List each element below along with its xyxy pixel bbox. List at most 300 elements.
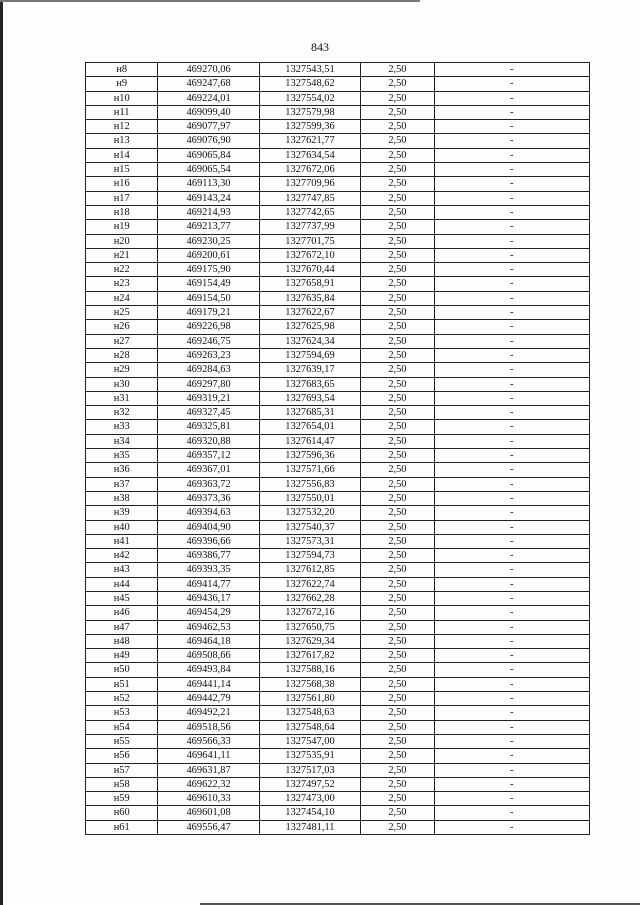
point-id-cell: н12 <box>86 120 158 134</box>
description-cell: - <box>434 291 589 305</box>
x-coordinate-cell: 469566,33 <box>158 734 259 748</box>
point-id-cell: н28 <box>86 348 158 362</box>
accuracy-cell: 2,50 <box>361 692 434 706</box>
accuracy-cell: 2,50 <box>361 663 434 677</box>
table-row <box>86 634 590 648</box>
point-id-cell: н21 <box>86 248 158 262</box>
point-id-cell: н30 <box>86 377 158 391</box>
description-cell: - <box>434 77 589 91</box>
accuracy-cell: 2,50 <box>361 677 434 691</box>
table-row <box>86 606 590 620</box>
x-coordinate-cell: 469320,88 <box>158 434 259 448</box>
description-cell: - <box>434 449 589 463</box>
table-row <box>86 663 590 677</box>
table-row <box>86 306 590 320</box>
point-id-cell: н11 <box>86 105 158 119</box>
description-cell: - <box>434 391 589 405</box>
x-coordinate-cell: 469556,47 <box>158 820 259 834</box>
accuracy-cell: 2,50 <box>361 534 434 548</box>
y-coordinate-cell: 1327662,28 <box>259 591 360 605</box>
table-row <box>86 334 590 348</box>
y-coordinate-cell: 1327624,34 <box>259 334 360 348</box>
x-coordinate-cell: 469386,77 <box>158 549 259 563</box>
point-id-cell: н58 <box>86 777 158 791</box>
y-coordinate-cell: 1327571,66 <box>259 463 360 477</box>
point-id-cell: н47 <box>86 620 158 634</box>
description-cell: - <box>434 506 589 520</box>
point-id-cell: н52 <box>86 692 158 706</box>
table-row <box>86 563 590 577</box>
x-coordinate-cell: 469247,68 <box>158 77 259 91</box>
x-coordinate-cell: 469154,49 <box>158 277 259 291</box>
description-cell: - <box>434 706 589 720</box>
table-row <box>86 234 590 248</box>
table-row <box>86 434 590 448</box>
description-cell: - <box>434 692 589 706</box>
scan-edge-top <box>0 0 420 2</box>
accuracy-cell: 2,50 <box>361 434 434 448</box>
y-coordinate-cell: 1327672,06 <box>259 163 360 177</box>
accuracy-cell: 2,50 <box>361 649 434 663</box>
x-coordinate-cell: 469179,21 <box>158 306 259 320</box>
y-coordinate-cell: 1327473,00 <box>259 792 360 806</box>
x-coordinate-cell: 469493,84 <box>158 663 259 677</box>
accuracy-cell: 2,50 <box>361 277 434 291</box>
accuracy-cell: 2,50 <box>361 820 434 834</box>
y-coordinate-cell: 1327535,91 <box>259 749 360 763</box>
x-coordinate-cell: 469393,35 <box>158 563 259 577</box>
y-coordinate-cell: 1327481,11 <box>259 820 360 834</box>
accuracy-cell: 2,50 <box>361 777 434 791</box>
point-id-cell: н37 <box>86 477 158 491</box>
description-cell: - <box>434 491 589 505</box>
description-cell: - <box>434 348 589 362</box>
x-coordinate-cell: 469414,77 <box>158 577 259 591</box>
scan-edge-left <box>0 0 3 905</box>
table-row <box>86 449 590 463</box>
point-id-cell: н61 <box>86 820 158 834</box>
table-row <box>86 749 590 763</box>
table-row <box>86 263 590 277</box>
x-coordinate-cell: 469394,63 <box>158 506 259 520</box>
table-row <box>86 720 590 734</box>
table-row <box>86 248 590 262</box>
y-coordinate-cell: 1327625,98 <box>259 320 360 334</box>
table-row <box>86 177 590 191</box>
description-cell: - <box>434 134 589 148</box>
y-coordinate-cell: 1327614,47 <box>259 434 360 448</box>
x-coordinate-cell: 469246,75 <box>158 334 259 348</box>
table-row <box>86 806 590 820</box>
accuracy-cell: 2,50 <box>361 749 434 763</box>
y-coordinate-cell: 1327672,10 <box>259 248 360 262</box>
x-coordinate-cell: 469175,90 <box>158 263 259 277</box>
y-coordinate-cell: 1327622,67 <box>259 306 360 320</box>
description-cell: - <box>434 263 589 277</box>
y-coordinate-cell: 1327709,96 <box>259 177 360 191</box>
point-id-cell: н43 <box>86 563 158 577</box>
accuracy-cell: 2,50 <box>361 520 434 534</box>
y-coordinate-cell: 1327550,01 <box>259 491 360 505</box>
point-id-cell: н39 <box>86 506 158 520</box>
description-cell: - <box>434 377 589 391</box>
description-cell: - <box>434 306 589 320</box>
description-cell: - <box>434 549 589 563</box>
point-id-cell: н36 <box>86 463 158 477</box>
x-coordinate-cell: 469518,56 <box>158 720 259 734</box>
x-coordinate-cell: 469076,90 <box>158 134 259 148</box>
table-row <box>86 577 590 591</box>
x-coordinate-cell: 469077,97 <box>158 120 259 134</box>
x-coordinate-cell: 469230,25 <box>158 234 259 248</box>
x-coordinate-cell: 469297,80 <box>158 377 259 391</box>
point-id-cell: н29 <box>86 363 158 377</box>
point-id-cell: н44 <box>86 577 158 591</box>
accuracy-cell: 2,50 <box>361 120 434 134</box>
x-coordinate-cell: 469327,45 <box>158 406 259 420</box>
point-id-cell: н51 <box>86 677 158 691</box>
y-coordinate-cell: 1327599,36 <box>259 120 360 134</box>
table-row <box>86 363 590 377</box>
x-coordinate-cell: 469641,11 <box>158 749 259 763</box>
table-row <box>86 377 590 391</box>
x-coordinate-cell: 469357,12 <box>158 449 259 463</box>
table-row <box>86 105 590 119</box>
description-cell: - <box>434 677 589 691</box>
coordinates-table-body <box>86 63 590 835</box>
point-id-cell: н32 <box>86 406 158 420</box>
accuracy-cell: 2,50 <box>361 177 434 191</box>
x-coordinate-cell: 469200,61 <box>158 248 259 262</box>
y-coordinate-cell: 1327654,01 <box>259 420 360 434</box>
x-coordinate-cell: 469454,29 <box>158 606 259 620</box>
point-id-cell: н16 <box>86 177 158 191</box>
y-coordinate-cell: 1327532,20 <box>259 506 360 520</box>
accuracy-cell: 2,50 <box>361 391 434 405</box>
table-row <box>86 692 590 706</box>
description-cell: - <box>434 649 589 663</box>
point-id-cell: н26 <box>86 320 158 334</box>
point-id-cell: н50 <box>86 663 158 677</box>
x-coordinate-cell: 469363,72 <box>158 477 259 491</box>
page-number: 843 <box>311 40 329 54</box>
y-coordinate-cell: 1327672,16 <box>259 606 360 620</box>
accuracy-cell: 2,50 <box>361 406 434 420</box>
x-coordinate-cell: 469404,90 <box>158 520 259 534</box>
point-id-cell: н15 <box>86 163 158 177</box>
y-coordinate-cell: 1327579,98 <box>259 105 360 119</box>
y-coordinate-cell: 1327658,91 <box>259 277 360 291</box>
table-row <box>86 320 590 334</box>
y-coordinate-cell: 1327701,75 <box>259 234 360 248</box>
table-row <box>86 520 590 534</box>
coordinates-table <box>85 62 590 835</box>
x-coordinate-cell: 469113,30 <box>158 177 259 191</box>
description-cell: - <box>434 663 589 677</box>
accuracy-cell: 2,50 <box>361 449 434 463</box>
description-cell: - <box>434 520 589 534</box>
accuracy-cell: 2,50 <box>361 734 434 748</box>
x-coordinate-cell: 469441,14 <box>158 677 259 691</box>
point-id-cell: н24 <box>86 291 158 305</box>
accuracy-cell: 2,50 <box>361 763 434 777</box>
accuracy-cell: 2,50 <box>361 706 434 720</box>
table-row <box>86 706 590 720</box>
description-cell: - <box>434 577 589 591</box>
x-coordinate-cell: 469610,33 <box>158 792 259 806</box>
description-cell: - <box>434 248 589 262</box>
y-coordinate-cell: 1327454,10 <box>259 806 360 820</box>
point-id-cell: н57 <box>86 763 158 777</box>
description-cell: - <box>434 277 589 291</box>
accuracy-cell: 2,50 <box>361 463 434 477</box>
accuracy-cell: 2,50 <box>361 506 434 520</box>
y-coordinate-cell: 1327561,80 <box>259 692 360 706</box>
point-id-cell: н34 <box>86 434 158 448</box>
description-cell: - <box>434 148 589 162</box>
table-row <box>86 620 590 634</box>
x-coordinate-cell: 469224,01 <box>158 91 259 105</box>
description-cell: - <box>434 763 589 777</box>
y-coordinate-cell: 1327568,38 <box>259 677 360 691</box>
description-cell: - <box>434 820 589 834</box>
accuracy-cell: 2,50 <box>361 163 434 177</box>
point-id-cell: н59 <box>86 792 158 806</box>
y-coordinate-cell: 1327650,75 <box>259 620 360 634</box>
accuracy-cell: 2,50 <box>361 792 434 806</box>
x-coordinate-cell: 469622,32 <box>158 777 259 791</box>
x-coordinate-cell: 469214,93 <box>158 205 259 219</box>
point-id-cell: н22 <box>86 263 158 277</box>
x-coordinate-cell: 469373,36 <box>158 491 259 505</box>
y-coordinate-cell: 1327548,62 <box>259 77 360 91</box>
accuracy-cell: 2,50 <box>361 806 434 820</box>
x-coordinate-cell: 469143,24 <box>158 191 259 205</box>
x-coordinate-cell: 469319,21 <box>158 391 259 405</box>
x-coordinate-cell: 469154,50 <box>158 291 259 305</box>
accuracy-cell: 2,50 <box>361 191 434 205</box>
x-coordinate-cell: 469226,98 <box>158 320 259 334</box>
table-row <box>86 220 590 234</box>
x-coordinate-cell: 469065,54 <box>158 163 259 177</box>
table-row <box>86 420 590 434</box>
point-id-cell: н27 <box>86 334 158 348</box>
accuracy-cell: 2,50 <box>361 291 434 305</box>
point-id-cell: н8 <box>86 63 158 77</box>
x-coordinate-cell: 469325,81 <box>158 420 259 434</box>
y-coordinate-cell: 1327573,31 <box>259 534 360 548</box>
accuracy-cell: 2,50 <box>361 334 434 348</box>
accuracy-cell: 2,50 <box>361 63 434 77</box>
table-row <box>86 120 590 134</box>
table-row <box>86 291 590 305</box>
point-id-cell: н14 <box>86 148 158 162</box>
y-coordinate-cell: 1327497,52 <box>259 777 360 791</box>
table-row <box>86 277 590 291</box>
x-coordinate-cell: 469492,21 <box>158 706 259 720</box>
accuracy-cell: 2,50 <box>361 263 434 277</box>
table-row <box>86 820 590 834</box>
description-cell: - <box>434 363 589 377</box>
point-id-cell: н10 <box>86 91 158 105</box>
table-row <box>86 777 590 791</box>
description-cell: - <box>434 591 589 605</box>
description-cell: - <box>434 534 589 548</box>
point-id-cell: н23 <box>86 277 158 291</box>
y-coordinate-cell: 1327612,85 <box>259 563 360 577</box>
y-coordinate-cell: 1327742,65 <box>259 205 360 219</box>
accuracy-cell: 2,50 <box>361 220 434 234</box>
description-cell: - <box>434 563 589 577</box>
table-row <box>86 477 590 491</box>
description-cell: - <box>434 334 589 348</box>
y-coordinate-cell: 1327693,54 <box>259 391 360 405</box>
accuracy-cell: 2,50 <box>361 134 434 148</box>
y-coordinate-cell: 1327747,85 <box>259 191 360 205</box>
table-row <box>86 391 590 405</box>
point-id-cell: н41 <box>86 534 158 548</box>
description-cell: - <box>434 806 589 820</box>
accuracy-cell: 2,50 <box>361 720 434 734</box>
accuracy-cell: 2,50 <box>361 91 434 105</box>
description-cell: - <box>434 163 589 177</box>
accuracy-cell: 2,50 <box>361 77 434 91</box>
table-row <box>86 163 590 177</box>
description-cell: - <box>434 191 589 205</box>
y-coordinate-cell: 1327594,69 <box>259 348 360 362</box>
y-coordinate-cell: 1327588,16 <box>259 663 360 677</box>
y-coordinate-cell: 1327634,54 <box>259 148 360 162</box>
point-id-cell: н13 <box>86 134 158 148</box>
table-row <box>86 191 590 205</box>
x-coordinate-cell: 469065,84 <box>158 148 259 162</box>
table-row <box>86 63 590 77</box>
point-id-cell: н60 <box>86 806 158 820</box>
accuracy-cell: 2,50 <box>361 577 434 591</box>
description-cell: - <box>434 434 589 448</box>
y-coordinate-cell: 1327596,36 <box>259 449 360 463</box>
point-id-cell: н55 <box>86 734 158 748</box>
accuracy-cell: 2,50 <box>361 591 434 605</box>
accuracy-cell: 2,50 <box>361 148 434 162</box>
accuracy-cell: 2,50 <box>361 477 434 491</box>
y-coordinate-cell: 1327554,02 <box>259 91 360 105</box>
x-coordinate-cell: 469396,66 <box>158 534 259 548</box>
accuracy-cell: 2,50 <box>361 634 434 648</box>
y-coordinate-cell: 1327621,77 <box>259 134 360 148</box>
y-coordinate-cell: 1327617,82 <box>259 649 360 663</box>
accuracy-cell: 2,50 <box>361 320 434 334</box>
accuracy-cell: 2,50 <box>361 377 434 391</box>
point-id-cell: н20 <box>86 234 158 248</box>
x-coordinate-cell: 469284,63 <box>158 363 259 377</box>
table-row <box>86 406 590 420</box>
x-coordinate-cell: 469442,79 <box>158 692 259 706</box>
description-cell: - <box>434 477 589 491</box>
point-id-cell: н33 <box>86 420 158 434</box>
accuracy-cell: 2,50 <box>361 620 434 634</box>
point-id-cell: н31 <box>86 391 158 405</box>
point-id-cell: н18 <box>86 205 158 219</box>
x-coordinate-cell: 469631,87 <box>158 763 259 777</box>
x-coordinate-cell: 469508,66 <box>158 649 259 663</box>
y-coordinate-cell: 1327548,64 <box>259 720 360 734</box>
table-row <box>86 77 590 91</box>
description-cell: - <box>434 220 589 234</box>
point-id-cell: н40 <box>86 520 158 534</box>
y-coordinate-cell: 1327635,84 <box>259 291 360 305</box>
table-row <box>86 549 590 563</box>
point-id-cell: н46 <box>86 606 158 620</box>
x-coordinate-cell: 469367,01 <box>158 463 259 477</box>
y-coordinate-cell: 1327517,03 <box>259 763 360 777</box>
description-cell: - <box>434 406 589 420</box>
y-coordinate-cell: 1327594,73 <box>259 549 360 563</box>
y-coordinate-cell: 1327670,44 <box>259 263 360 277</box>
table-row <box>86 534 590 548</box>
point-id-cell: н53 <box>86 706 158 720</box>
y-coordinate-cell: 1327548,63 <box>259 706 360 720</box>
description-cell: - <box>434 606 589 620</box>
accuracy-cell: 2,50 <box>361 205 434 219</box>
x-coordinate-cell: 469099,40 <box>158 105 259 119</box>
x-coordinate-cell: 469263,23 <box>158 348 259 362</box>
x-coordinate-cell: 469462,53 <box>158 620 259 634</box>
description-cell: - <box>434 234 589 248</box>
description-cell: - <box>434 777 589 791</box>
x-coordinate-cell: 469213,77 <box>158 220 259 234</box>
description-cell: - <box>434 205 589 219</box>
accuracy-cell: 2,50 <box>361 306 434 320</box>
y-coordinate-cell: 1327737,99 <box>259 220 360 234</box>
description-cell: - <box>434 63 589 77</box>
table-row <box>86 591 590 605</box>
x-coordinate-cell: 469436,17 <box>158 591 259 605</box>
point-id-cell: н9 <box>86 77 158 91</box>
accuracy-cell: 2,50 <box>361 348 434 362</box>
accuracy-cell: 2,50 <box>361 549 434 563</box>
accuracy-cell: 2,50 <box>361 363 434 377</box>
point-id-cell: н56 <box>86 749 158 763</box>
point-id-cell: н25 <box>86 306 158 320</box>
point-id-cell: н48 <box>86 634 158 648</box>
table-row <box>86 134 590 148</box>
description-cell: - <box>434 105 589 119</box>
description-cell: - <box>434 620 589 634</box>
description-cell: - <box>434 320 589 334</box>
accuracy-cell: 2,50 <box>361 563 434 577</box>
y-coordinate-cell: 1327547,00 <box>259 734 360 748</box>
description-cell: - <box>434 420 589 434</box>
table-row <box>86 649 590 663</box>
table-row <box>86 506 590 520</box>
point-id-cell: н45 <box>86 591 158 605</box>
description-cell: - <box>434 91 589 105</box>
accuracy-cell: 2,50 <box>361 105 434 119</box>
table-row <box>86 205 590 219</box>
table-row <box>86 763 590 777</box>
table-row <box>86 491 590 505</box>
table-row <box>86 677 590 691</box>
description-cell: - <box>434 734 589 748</box>
accuracy-cell: 2,50 <box>361 491 434 505</box>
table-row <box>86 734 590 748</box>
point-id-cell: н42 <box>86 549 158 563</box>
point-id-cell: н54 <box>86 720 158 734</box>
x-coordinate-cell: 469464,18 <box>158 634 259 648</box>
description-cell: - <box>434 720 589 734</box>
point-id-cell: н49 <box>86 649 158 663</box>
